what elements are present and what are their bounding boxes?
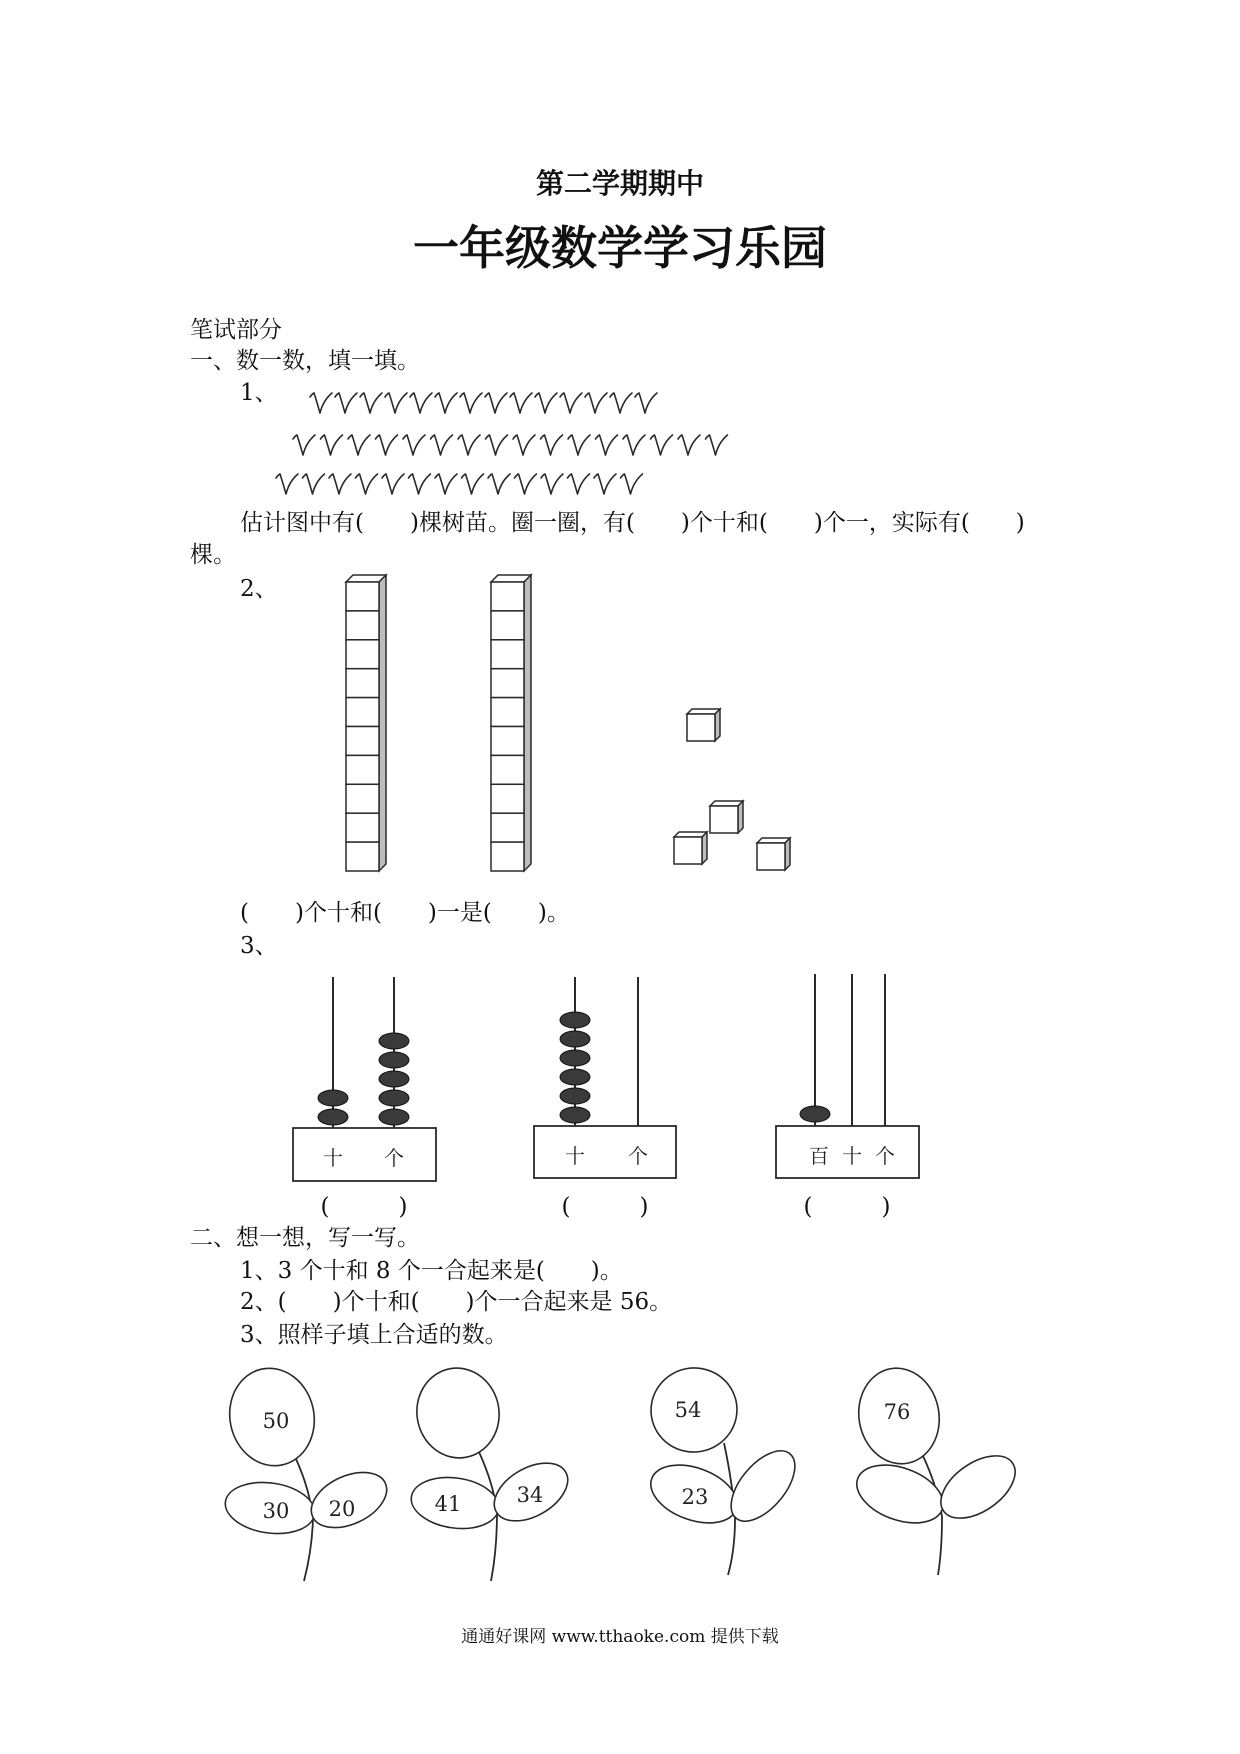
seedling-mark	[431, 435, 453, 455]
rod-cube	[346, 669, 379, 698]
abacus-label-ones: 个	[384, 1146, 404, 1170]
rod-cube	[491, 727, 524, 756]
cube-front-face	[674, 837, 702, 864]
abacus-label-tens: 十	[323, 1146, 343, 1170]
abacus-1-answer-blank: ( )	[320, 1194, 408, 1220]
unit-cube	[757, 838, 790, 870]
seedling-mark	[568, 435, 590, 455]
flower-left-leaf	[849, 1454, 951, 1534]
rod-cube	[346, 755, 379, 784]
rod-cube	[491, 698, 524, 727]
abacus-bead	[379, 1052, 409, 1068]
worksheet-title: 一年级数学学习乐园	[413, 221, 827, 275]
rod-cube	[346, 842, 379, 871]
tens-rod	[491, 575, 531, 871]
flower-right-number: 34	[516, 1483, 544, 1507]
question-1-text-continued: 棵。	[190, 542, 236, 568]
rod-cube	[346, 582, 379, 611]
seedling-mark	[485, 393, 507, 413]
rod-cube	[346, 727, 379, 756]
abacus-label-tens: 十	[565, 1144, 585, 1168]
flower-left-number: 41	[434, 1492, 462, 1516]
abacus-label-ones: 个	[875, 1144, 895, 1168]
seedling-mark	[585, 393, 607, 413]
seedling-mark	[535, 393, 557, 413]
rod-cube	[346, 611, 379, 640]
rod-cube	[491, 755, 524, 784]
abacus-2	[534, 977, 676, 1178]
rod-cube	[491, 842, 524, 871]
flower-top-number: 76	[883, 1400, 911, 1424]
seedling-mark	[310, 393, 332, 413]
seedling-mark	[651, 435, 673, 455]
flower-4	[849, 1362, 1026, 1575]
flower-1	[221, 1360, 396, 1581]
unit-cube	[687, 709, 720, 741]
seedling-mark	[594, 474, 616, 494]
seedling-mark	[541, 435, 563, 455]
seedling-mark	[621, 474, 643, 494]
seedling-mark	[376, 435, 398, 455]
seedling-mark	[276, 474, 298, 494]
flower-left-number: 23	[681, 1485, 709, 1509]
footer-credit: 通通好课网 www.tthaoke.com 提供下载	[461, 1627, 779, 1647]
seedling-mark	[460, 393, 482, 413]
seedling-mark	[348, 435, 370, 455]
seedling-mark	[382, 474, 404, 494]
seedling-mark	[510, 393, 532, 413]
tens-rods-group	[346, 575, 531, 871]
seedling-mark	[560, 393, 582, 413]
tens-rod	[346, 575, 386, 871]
seedling-mark	[335, 393, 357, 413]
seedling-mark	[678, 435, 700, 455]
worksheet-subtitle: 第二学期期中	[535, 167, 704, 200]
part2-question-2: 2、( )个十和( )个一合起来是 56。	[240, 1289, 673, 1315]
abacus-label-tens: 十	[842, 1144, 862, 1168]
abacus-bead	[560, 1069, 590, 1085]
seedling-field	[276, 393, 728, 494]
seedling-mark	[410, 393, 432, 413]
rod-cube	[491, 640, 524, 669]
question-2-text: ( )个十和( )一是( )。	[240, 900, 570, 926]
abacus-bead	[318, 1090, 348, 1106]
seedling-mark	[356, 474, 378, 494]
abacus-beads	[318, 1033, 409, 1125]
seedling-mark	[596, 435, 618, 455]
abacus-bead	[560, 1107, 590, 1123]
seedling-mark	[513, 435, 535, 455]
seedling-mark	[488, 474, 510, 494]
abacus-label-hundreds: 百	[809, 1144, 829, 1168]
question-1-text: 估计图中有( )棵树苗。圈一圈，有( )个十和( )个一，实际有( )	[240, 510, 1025, 536]
abacus-3	[776, 974, 919, 1178]
abacus-bead	[560, 1031, 590, 1047]
unit-cubes-group	[674, 709, 790, 870]
rod-cube	[346, 813, 379, 842]
flower-right-leaf	[930, 1443, 1026, 1530]
flower-top-petal	[410, 1362, 506, 1465]
rod-side-face	[524, 575, 531, 871]
rod-cube	[491, 582, 524, 611]
cube-front-face	[757, 843, 785, 870]
abacus-bead	[560, 1012, 590, 1028]
rod-cube	[491, 784, 524, 813]
part2-question-1: 1、3 个十和 8 个一合起来是( )。	[240, 1258, 623, 1284]
abacus-base	[534, 1126, 676, 1178]
abacus-bead	[379, 1090, 409, 1106]
abacus-bead	[379, 1033, 409, 1049]
flower-left-number: 30	[262, 1499, 290, 1523]
seedling-mark	[303, 474, 325, 494]
flower-top-number: 50	[262, 1409, 290, 1433]
section-label: 笔试部分	[190, 317, 282, 343]
cube-front-face	[710, 806, 738, 833]
seedling-mark	[321, 435, 343, 455]
cube-front-face	[687, 714, 715, 741]
seedling-mark	[293, 435, 315, 455]
part2-question-3: 3、照样子填上合适的数。	[240, 1322, 508, 1348]
seedling-mark	[486, 435, 508, 455]
seedling-mark	[458, 435, 480, 455]
rod-cube	[491, 669, 524, 698]
rod-cube	[346, 640, 379, 669]
question-3-number: 3、	[240, 933, 278, 959]
seedling-mark	[635, 393, 657, 413]
rod-cube	[346, 698, 379, 727]
seedling-mark	[435, 474, 457, 494]
abacus-bead	[379, 1109, 409, 1125]
rod-cube	[346, 784, 379, 813]
abacus-bead	[560, 1050, 590, 1066]
rod-cube	[491, 813, 524, 842]
seedling-mark	[568, 474, 590, 494]
question-1-number: 1、	[240, 380, 278, 406]
abacus-1	[293, 977, 436, 1181]
abacus-bead	[800, 1106, 830, 1122]
seedling-mark	[329, 474, 351, 494]
question-2-number: 2、	[240, 576, 278, 602]
seedling-mark	[385, 393, 407, 413]
abacus-bead	[379, 1071, 409, 1087]
part2-heading: 二、想一想，写一写。	[190, 1225, 420, 1251]
seedling-mark	[435, 393, 457, 413]
rod-cube	[491, 611, 524, 640]
seedling-mark	[515, 474, 537, 494]
flower-2	[408, 1362, 578, 1581]
seedling-mark	[409, 474, 431, 494]
seedling-mark	[462, 474, 484, 494]
abacus-label-ones: 个	[628, 1144, 648, 1168]
unit-cube	[710, 801, 743, 833]
flower-top-number: 54	[674, 1398, 702, 1422]
abacus-bead	[318, 1109, 348, 1125]
seedling-mark	[623, 435, 645, 455]
flower-3	[643, 1361, 807, 1575]
seedling-mark	[706, 435, 728, 455]
part1-heading: 一、数一数，填一填。	[190, 348, 420, 374]
abacus-bead	[560, 1088, 590, 1104]
abacus-3-answer-blank: ( )	[803, 1194, 891, 1220]
abacus-beads	[800, 1106, 830, 1122]
unit-cube	[674, 832, 707, 864]
seedling-mark	[541, 474, 563, 494]
abacus-base	[293, 1128, 436, 1181]
seedling-mark	[360, 393, 382, 413]
seedling-mark	[403, 435, 425, 455]
seedling-mark	[610, 393, 632, 413]
flower-right-number: 20	[328, 1497, 356, 1521]
rod-side-face	[379, 575, 386, 871]
abacus-2-answer-blank: ( )	[561, 1194, 649, 1220]
